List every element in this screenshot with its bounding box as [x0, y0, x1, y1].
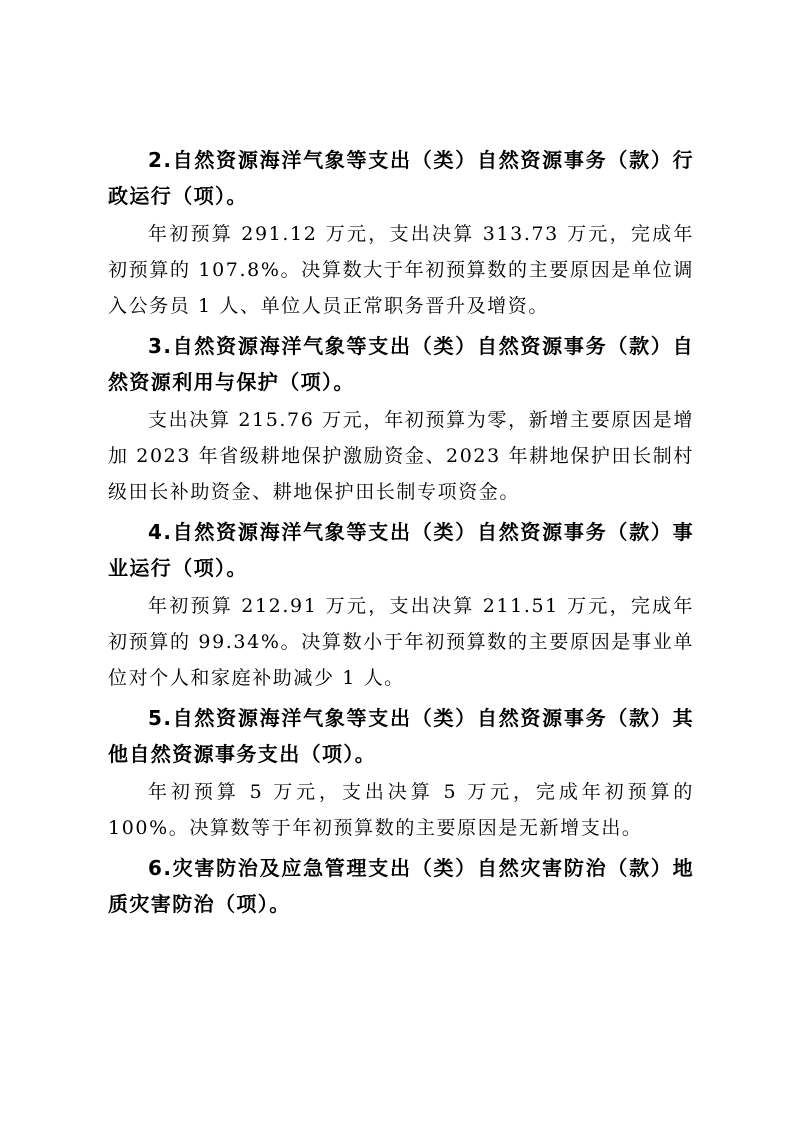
- section-body-5: 年初预算 5 万元，支出决算 5 万元，完成年初预算的 100%。决算数等于年初预算数的主要原因是无新增支出。: [108, 781, 694, 839]
- section-body-2: 年初预算 291.12 万元，支出决算 313.73 万元，完成年初预算的 107.8%。决算数大于年初预算数的主要原因是单位调入公务员 1 人、单位人员正常职务晋升及增资。: [108, 223, 694, 317]
- section-heading-3: 3.自然资源海洋气象等支出（类）自然资源事务（款）自然资源利用与保护（项）。: [108, 334, 694, 394]
- section-heading-2: 2.自然资源海洋气象等支出（类）自然资源事务（款）行政运行（项）。: [108, 148, 694, 208]
- section-body-3: 支出决算 215.76 万元，年初预算为零，新增主要原因是增加 2023 年省级耕地保护激励资金、2023 年耕地保护田长制村级田长补助资金、耕地保护田长制专项资金。: [108, 409, 694, 503]
- document-page: [108, 142, 694, 922]
- section-heading-5: 5.自然资源海洋气象等支出（类）自然资源事务（款）其他自然资源事务支出（项）。: [108, 706, 694, 766]
- section-heading-6: 6.灾害防治及应急管理支出（类）自然灾害防治（款）地质灾害防治（项）。: [108, 856, 694, 916]
- section-body-4: 年初预算 212.91 万元，支出决算 211.51 万元，完成年初预算的 99.34%。决算数小于年初预算数的主要原因是事业单位对个人和家庭补助减少 1 人。: [108, 595, 694, 689]
- section-heading-4: 4.自然资源海洋气象等支出（类）自然资源事务（款）事业运行（项）。: [108, 520, 694, 580]
